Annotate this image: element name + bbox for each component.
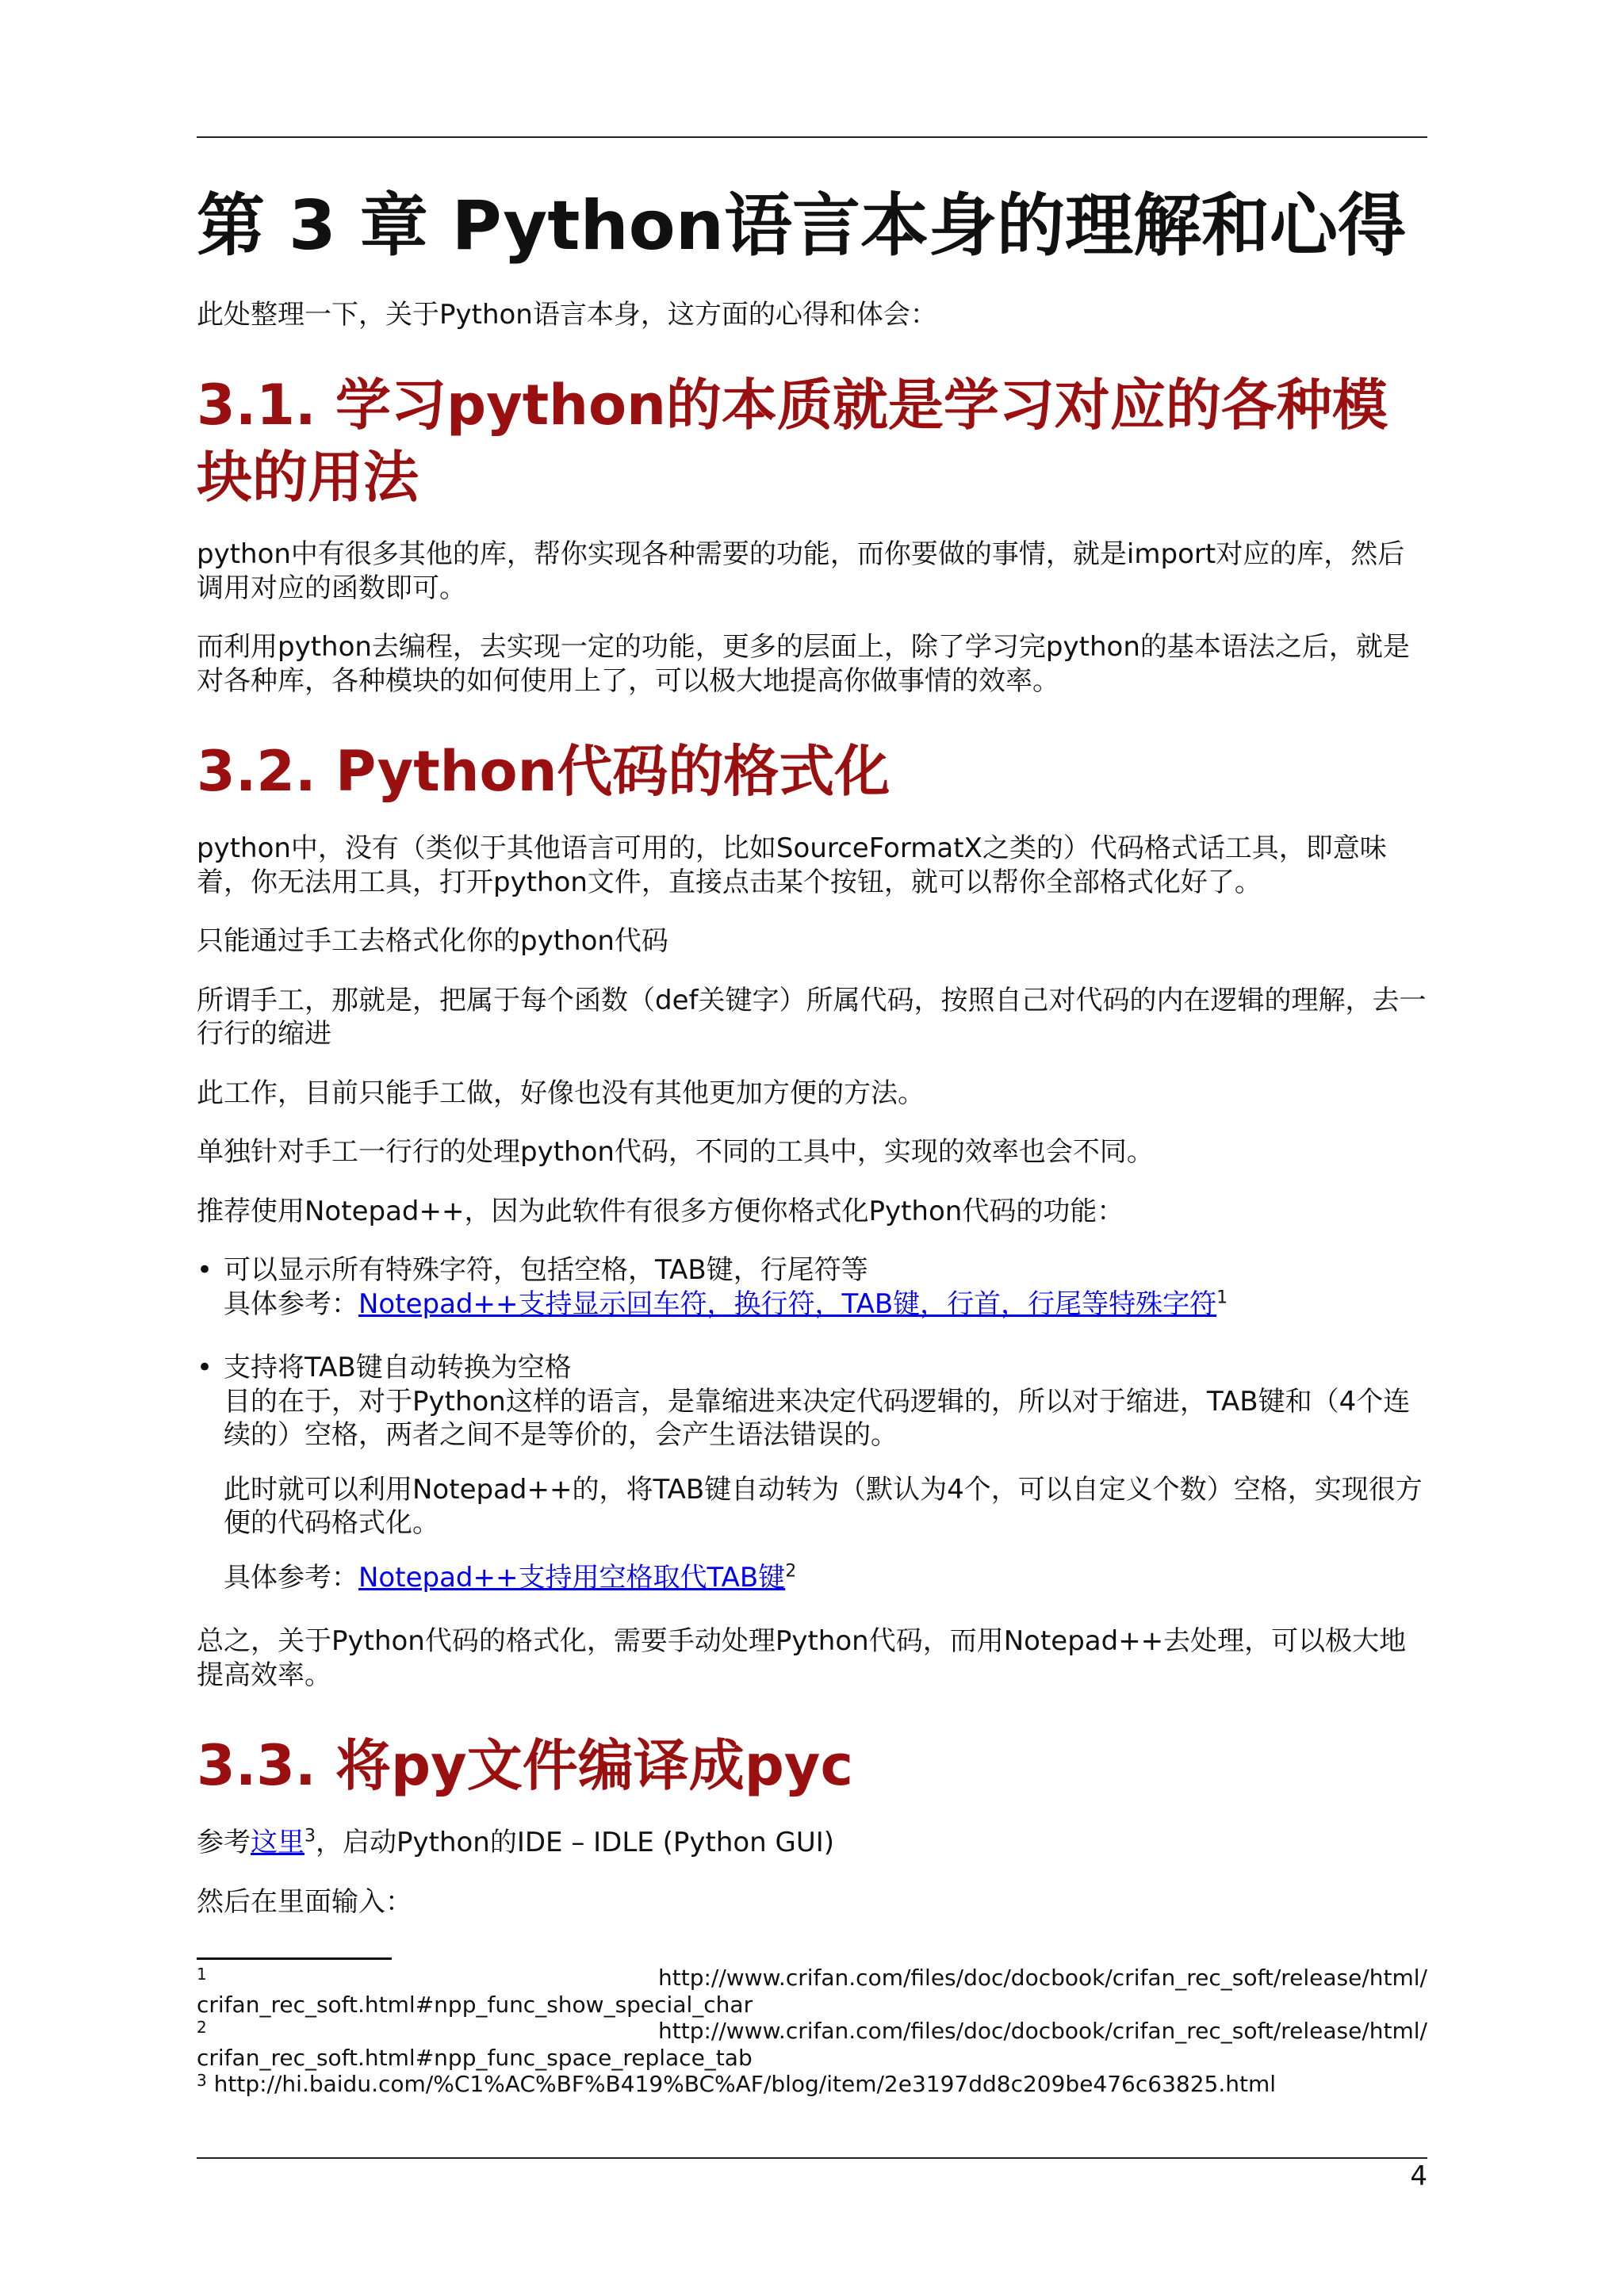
section-3-2-paragraph-3: 所谓手工，那就是，把属于每个函数（def关键字）所属代码，按照自己对代码的内在逻辑的理解，去一行行的缩进 — [197, 984, 1427, 1050]
list-item-text: 支持将TAB键自动转换为空格 — [224, 1352, 572, 1383]
footnote-number: 3 — [197, 2071, 207, 2091]
section-3-1-title: 3.1. 学习python的本质就是学习对应的各种模块的用法 — [197, 373, 1388, 510]
footnote-marker-1: 1 — [1216, 1288, 1228, 1308]
list-item — [197, 1351, 1427, 1594]
list-item-detail-2: 此时就可以利用Notepad++的，将TAB键自动转为（默认为4个，可以自定义个数）空格，实现很方便的代码格式化。 — [224, 1473, 1423, 1539]
reference-prefix: 具体参考： — [224, 1561, 358, 1594]
section-3-3-paragraph-2: 然后在里面输入： — [197, 1885, 412, 1918]
section-3-2-paragraph-1: python中，没有（类似于其他语言可用的，比如SourceFormatX之类的）代码格式话工具，即意味着，你无法用工具，打开python文件，直接点击某个按钮，就可以帮你全部格式化好了。 — [197, 832, 1387, 898]
reference-prefix: 具体参考： — [224, 1288, 358, 1320]
feature-list — [197, 1253, 1427, 1594]
footnote-url-part-1[interactable]: http://www.crifan.com/files/doc/docbook/crifan_rec_soft/release/html/ — [658, 1965, 1427, 1991]
list-item-text: 可以显示所有特殊字符，包括空格，TAB键，行尾符等 — [224, 1254, 868, 1286]
reference-link-3[interactable]: 这里 — [251, 1827, 304, 1858]
reference-line — [224, 1561, 1427, 1595]
bullet-marker: • — [197, 1254, 213, 1286]
footnote-2 — [197, 2018, 1427, 2071]
section-3-2-paragraph-5: 单独针对手工一行行的处理python代码，不同的工具中，实现的效率也会不同。 — [197, 1136, 1154, 1168]
footnote-url-part-1[interactable]: http://www.crifan.com/files/doc/docbook/crifan_rec_soft/release/html/ — [658, 2018, 1427, 2045]
section-3-3-paragraph-1 — [197, 1826, 1427, 1860]
chapter-title: 第 3 章 Python语言本身的理解和心得 — [197, 186, 1406, 266]
section-3-2-title: 3.2. Python代码的格式化 — [197, 739, 891, 804]
section-3-2-paragraph-6: 推荐使用Notepad++，因为此软件有很多方便你格式化Python代码的功能： — [197, 1195, 1124, 1227]
footnote-separator — [197, 1957, 392, 1960]
footnote-3 — [197, 2071, 1427, 2098]
section-3-3-title: 3.3. 将py文件编译成pyc — [197, 1733, 853, 1798]
footer-rule — [197, 2157, 1427, 2159]
section-3-2-summary: 总之，关于Python代码的格式化，需要手动处理Python代码，而用Notepad++去处理，可以极大地提高效率。 — [197, 1625, 1407, 1691]
section-3-1-paragraph-2: 而利用python去编程，去实现一定的功能，更多的层面上，除了学习完python的基本语法之后，就是对各种库，各种模块的如何使用上了，可以极大地提高你做事情的效率。 — [197, 631, 1410, 697]
footnote-1 — [197, 1965, 1427, 2018]
footnote-marker-3: 3 — [304, 1826, 316, 1846]
bullet-marker: • — [197, 1352, 213, 1383]
list-item — [197, 1253, 1427, 1321]
footnote-url[interactable]: http://hi.baidu.com/%C1%AC%BF%B419%BC%AF/blog/item/2e3197dd8c209be476c63825.html — [213, 2071, 1277, 2098]
reference-prefix: 参考 — [197, 1827, 251, 1858]
reference-link-1[interactable]: Notepad++支持显示回车符，换行符，TAB键，行首，行尾等特殊字符 — [358, 1288, 1217, 1320]
page-number: 4 — [1410, 2160, 1427, 2192]
reference-link-2[interactable]: Notepad++支持用空格取代TAB键 — [358, 1561, 786, 1594]
section-3-1-paragraph-1: python中有很多其他的库，帮你实现各种需要的功能，而你要做的事情，就是import对应的库，然后调用对应的函数即可。 — [197, 538, 1405, 604]
footnote-marker-2: 2 — [785, 1561, 797, 1582]
section-3-2-paragraph-2: 只能通过手工去格式化你的python代码 — [197, 925, 668, 957]
list-item-detail: 目的在于，对于Python这样的语言，是靠缩进来决定代码逻辑的，所以对于缩进，TAB键和（4个连续的）空格，两者之间不是等价的，会产生语法错误的。 — [224, 1385, 1411, 1451]
intro-paragraph: 此处整理一下，关于Python语言本身，这方面的心得和体会： — [197, 298, 937, 331]
header-rule — [197, 136, 1427, 138]
page-content — [197, 184, 1427, 1944]
footnotes — [197, 1965, 1427, 2098]
footnote-number: 2 — [197, 2018, 207, 2038]
section-3-2-paragraph-4: 此工作，目前只能手工做，好像也没有其他更加方便的方法。 — [197, 1077, 925, 1109]
reference-line — [224, 1288, 1427, 1322]
footnote-url-part-2[interactable]: crifan_rec_soft.html#npp_func_show_special_char — [197, 1991, 753, 2018]
paragraph-suffix: ，启动Python的IDE – IDLE (Python GUI) — [316, 1827, 835, 1858]
footnote-number: 1 — [197, 1965, 207, 1984]
footnote-url-part-2[interactable]: crifan_rec_soft.html#npp_func_space_replace_tab — [197, 2044, 753, 2071]
